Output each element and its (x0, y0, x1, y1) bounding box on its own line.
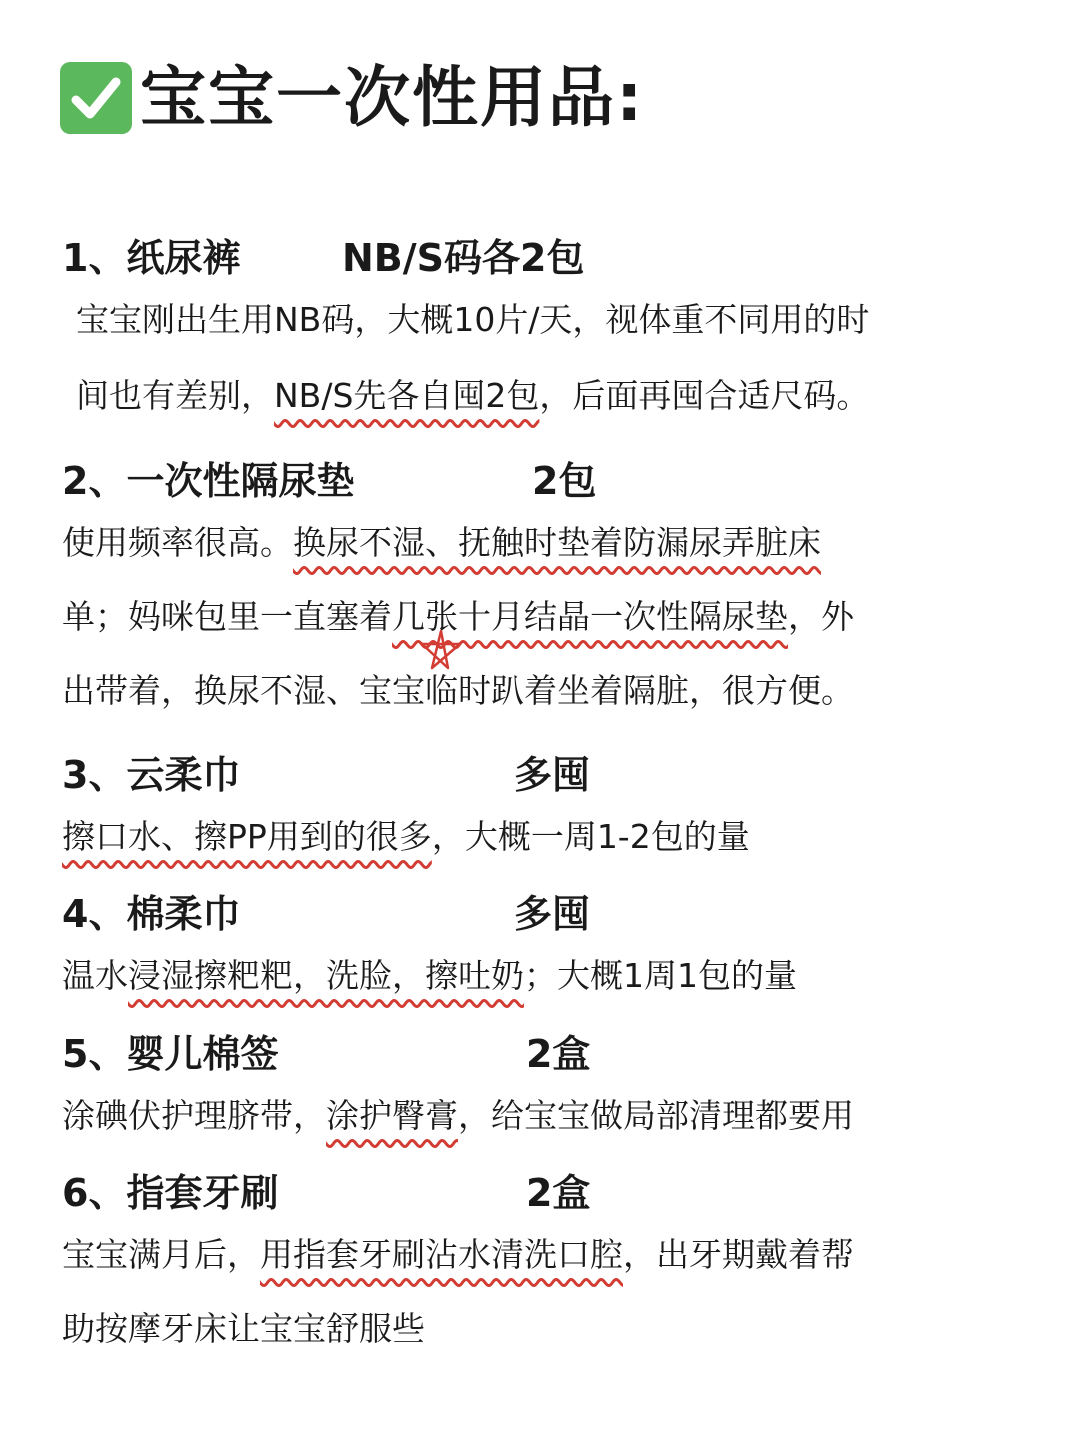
desc-line: 温水浸湿擦粑粑，洗脸，擦吐奶；大概1周1包的量 (62, 956, 797, 995)
item-diapers (62, 233, 1022, 433)
item-finger-toothbrush (62, 1168, 1022, 1366)
highlight-underline: 用指套牙刷沾水清洗口腔 (260, 1235, 623, 1274)
item-cotton-swabs (62, 1029, 1022, 1153)
item-quantity: 2盒 (526, 1171, 591, 1215)
star-doodle-icon (418, 628, 464, 672)
item-changing-pads (62, 456, 1022, 728)
highlight-underline: 几张十月结晶一次性隔尿垫 (392, 597, 788, 636)
item-heading (62, 750, 1022, 800)
desc-line: 单；妈咪包里一直塞着几张十月结晶一次性隔尿垫，外 (62, 597, 854, 636)
item-name: 6、指套牙刷 (62, 1171, 279, 1215)
desc-line: 间也有差别，NB/S先各自囤2包，后面再囤合适尺码。 (76, 376, 870, 415)
highlight-underline: 擦口水、擦PP用到的很多 (62, 817, 432, 856)
item-name: 1、纸尿裤 (62, 236, 241, 280)
title-text: 宝宝一次性用品: (140, 59, 645, 136)
highlight-underline: NB/S先各自囤2包 (274, 376, 540, 415)
desc-line: 助按摩牙床让宝宝舒服些 (62, 1309, 425, 1348)
item-heading (62, 1029, 1022, 1079)
item-heading (62, 456, 1022, 506)
item-name: 4、棉柔巾 (62, 892, 241, 936)
item-soft-wipes (62, 750, 1022, 874)
highlight-underline: 换尿不湿、抚触时垫着防漏尿弄脏床 (293, 523, 821, 562)
desc-line: 涂碘伏护理脐带，涂护臀膏，给宝宝做局部清理都要用 (62, 1096, 854, 1135)
page-title (60, 59, 645, 136)
item-heading (62, 889, 1022, 939)
item-name: 5、婴儿棉签 (62, 1032, 279, 1076)
desc-line: 出带着，换尿不湿、宝宝临时趴着坐着隔脏，很方便。 (62, 671, 854, 710)
item-quantity: 2包 (532, 459, 597, 503)
item-name: 2、一次性隔尿垫 (62, 459, 355, 503)
item-heading (62, 233, 1022, 283)
item-quantity: NB/S码各2包 (342, 236, 585, 280)
item-heading (62, 1168, 1022, 1218)
desc-line: 宝宝刚出生用NB码，大概10片/天，视体重不同用的时 (76, 300, 870, 339)
desc-line: 擦口水、擦PP用到的很多，大概一周1-2包的量 (62, 817, 750, 856)
highlight-underline: 涂护臀膏 (326, 1096, 458, 1135)
item-quantity: 多囤 (514, 753, 591, 797)
desc-line: 宝宝满月后，用指套牙刷沾水清洗口腔，出牙期戴着帮 (62, 1235, 854, 1274)
desc-line: 使用频率很高。换尿不湿、抚触时垫着防漏尿弄脏床 (62, 523, 821, 562)
item-quantity: 2盒 (526, 1032, 591, 1076)
highlight-underline: 浸湿擦粑粑，洗脸，擦吐奶 (128, 956, 524, 995)
item-cotton-towels (62, 889, 1022, 1013)
item-name: 3、云柔巾 (62, 753, 241, 797)
item-quantity: 多囤 (514, 892, 591, 936)
check-mark-icon (60, 62, 132, 134)
